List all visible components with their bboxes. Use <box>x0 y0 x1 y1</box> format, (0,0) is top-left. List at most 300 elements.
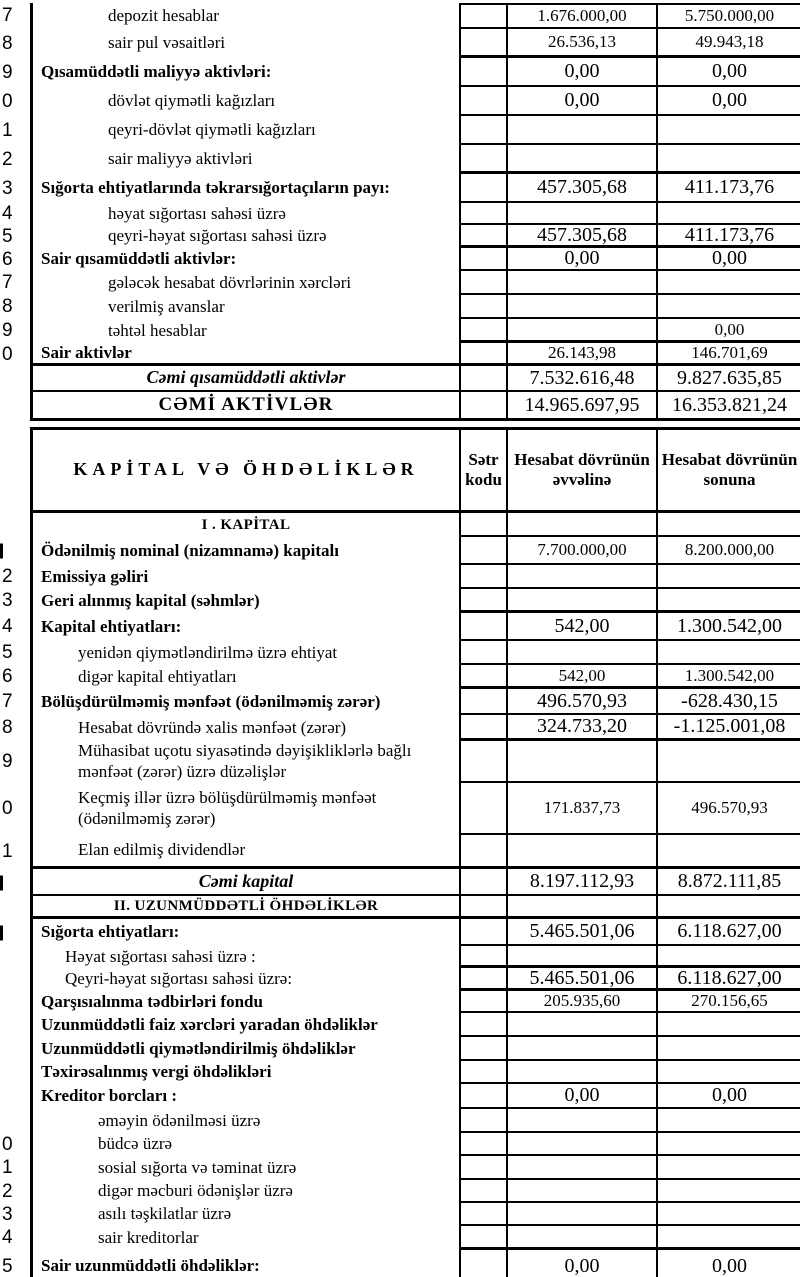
line-code-cell <box>461 665 508 689</box>
row-label: Kreditor borcları : <box>41 1086 177 1106</box>
period-end-value-cell <box>658 919 800 946</box>
row-label: Sair aktivlər <box>41 342 132 362</box>
period-start-value-cell <box>508 3 658 29</box>
table-row <box>2 3 800 29</box>
row-number: 2 <box>2 148 13 170</box>
row-label-cell <box>33 392 461 418</box>
period-start-value: 0,00 <box>564 89 600 111</box>
period-start-value-cell <box>508 366 658 392</box>
period-end-value-cell <box>658 225 800 248</box>
period-start-value-cell <box>508 565 658 589</box>
row-label-cell <box>33 589 461 613</box>
line-code-cell <box>461 589 508 613</box>
period-start-value-cell <box>508 29 658 58</box>
period-end-value-cell <box>658 565 800 589</box>
period-start-value-cell <box>508 715 658 741</box>
period-end-value-cell <box>658 896 800 919</box>
line-code-cell <box>461 1250 508 1277</box>
period-start-value: 0,00 <box>564 247 600 269</box>
row-label: dövlət qiymətli kağızları <box>108 91 276 111</box>
period-end-value-cell <box>658 968 800 991</box>
period-end-value-cell <box>658 715 800 741</box>
period-start-value-cell <box>508 203 658 225</box>
row-label-cell <box>33 968 461 991</box>
period-start-value-cell <box>508 392 658 418</box>
line-code-cell <box>461 248 508 271</box>
period-start-value: 0,00 <box>564 60 600 82</box>
row-label-cell <box>33 741 461 783</box>
line-code-cell <box>461 715 508 741</box>
line-code-cell <box>461 58 508 87</box>
row-label-cell <box>33 689 461 715</box>
period-start-value: 0,00 <box>564 1084 600 1106</box>
table-row <box>2 665 800 689</box>
period-end-value: 16.353.821,24 <box>672 393 787 416</box>
period-start-value: 0,00 <box>564 1255 600 1277</box>
line-code-cell <box>461 689 508 715</box>
period-end-value-cell <box>658 1226 800 1250</box>
period-start-value-cell <box>508 271 658 295</box>
row-label: sair maliyyə aktivləri <box>108 149 253 169</box>
row-label-cell <box>33 1013 461 1037</box>
row-label-cell <box>33 58 461 87</box>
row-label-cell <box>33 665 461 689</box>
table-row <box>33 968 800 991</box>
period-end-value: -628.430,15 <box>681 689 778 712</box>
table-row <box>33 1084 800 1109</box>
period-end-value-cell <box>658 366 800 392</box>
row-label: Ödənilmiş nominal (nizamnamə) kapitalı <box>41 540 339 560</box>
row-label-cell <box>33 896 461 919</box>
table-row <box>2 613 800 641</box>
column-header-line-code: Sətr kodu <box>461 430 508 510</box>
row-number: 3 <box>2 177 13 199</box>
row-label: Cəmi kapital <box>198 870 294 891</box>
row-label: asılı təşkilatlar üzrə <box>98 1204 232 1224</box>
period-start-value-cell <box>508 1250 658 1277</box>
table-row <box>2 342 800 366</box>
line-code-cell <box>461 641 508 665</box>
row-label-cell <box>33 271 461 295</box>
period-end-value: 1.300.542,00 <box>684 665 775 685</box>
row-label: Kapital ehtiyatları: <box>41 616 182 636</box>
period-end-value-cell <box>658 869 800 896</box>
period-start-value-cell <box>508 991 658 1013</box>
line-code-cell <box>461 946 508 968</box>
line-code-cell <box>461 991 508 1013</box>
period-start-value-cell <box>508 319 658 343</box>
table-row <box>33 537 800 565</box>
row-label: Qarşısıalınma tədbirləri fondu <box>41 991 263 1011</box>
row-label-cell <box>33 174 461 203</box>
period-end-value-cell <box>658 87 800 116</box>
row-number: 9 <box>2 320 13 341</box>
period-end-value-cell <box>658 248 800 271</box>
row-label-cell <box>33 87 461 116</box>
period-end-value: 0,00 <box>714 319 745 339</box>
period-end-value: 8.200.000,00 <box>684 540 775 559</box>
row-label-cell <box>33 1037 461 1061</box>
row-label-cell <box>33 248 461 271</box>
row-number: 4 <box>2 616 13 637</box>
row-label-cell <box>33 145 461 174</box>
table-row <box>2 247 800 271</box>
table-row <box>33 1109 800 1133</box>
line-code-cell <box>461 1203 508 1226</box>
period-start-value-cell <box>508 741 658 783</box>
period-end-value-cell <box>658 641 800 665</box>
period-start-value-cell <box>508 1133 658 1156</box>
row-number: 5 <box>2 642 13 663</box>
row-label: Qeyri-həyat sığortası sahəsi üzrə: <box>65 969 293 989</box>
row-number: 0 <box>2 343 13 365</box>
table-row <box>2 589 800 613</box>
table-row <box>2 319 800 343</box>
row-label: digər məcburi ödənişlər üzrə <box>98 1181 293 1201</box>
period-start-value-cell <box>508 869 658 896</box>
period-end-value-cell <box>658 1133 800 1156</box>
period-start-value-cell <box>508 689 658 715</box>
row-label: I . KAPİTAL <box>201 516 291 533</box>
period-start-value-cell <box>508 1084 658 1109</box>
period-start-value: 7.532.616,48 <box>529 366 635 389</box>
row-label-cell <box>33 1250 461 1277</box>
period-start-value-cell <box>508 87 658 116</box>
row-label: Uzunmüddətli faiz xərcləri yaradan öhdəliklər <box>41 1014 378 1034</box>
table-row <box>2 1226 800 1250</box>
period-end-value: 146.701,69 <box>691 343 768 362</box>
period-end-value-cell <box>658 513 800 537</box>
period-end-value-cell <box>658 741 800 783</box>
period-end-value-cell <box>658 613 800 641</box>
period-start-value: 8.197.112,93 <box>529 870 635 892</box>
row-label: həyat sığortası sahəsi üzrə <box>108 203 286 223</box>
period-end-value-cell <box>658 1156 800 1180</box>
row-number: 3 <box>2 1203 13 1225</box>
row-label: təhtəl hesablar <box>108 320 207 340</box>
period-end-value-cell <box>658 689 800 715</box>
period-start-value: 324.733,20 <box>537 715 627 737</box>
row-number: 2 <box>2 1180 13 1202</box>
period-end-value: 1.300.542,00 <box>677 614 782 637</box>
line-code-cell <box>461 343 508 366</box>
line-code-cell <box>461 565 508 589</box>
table-row <box>2 1133 800 1156</box>
row-label: Hesabat dövründə xalis mənfəət (zərər) <box>78 717 347 737</box>
line-code-cell <box>461 513 508 537</box>
period-end-value-cell <box>658 174 800 203</box>
row-number: 1 <box>2 1157 13 1178</box>
period-end-value-cell <box>658 145 800 174</box>
table-row <box>2 174 800 203</box>
column-header-title: KAPİTAL VƏ ÖHDƏLİKLƏR <box>73 459 419 480</box>
period-end-value-cell <box>658 343 800 366</box>
period-end-value-cell <box>658 783 800 835</box>
period-end-value-cell <box>658 1203 800 1226</box>
line-code-cell <box>461 319 508 343</box>
line-code-cell <box>461 1084 508 1109</box>
row-label: yenidən qiymətləndirilmə üzrə ehtiyat <box>78 642 338 662</box>
line-code-cell <box>461 896 508 919</box>
row-label: sosial sığorta və təminat üzrə <box>98 1157 297 1177</box>
row-number: 7 <box>2 272 13 293</box>
period-start-value-cell <box>508 946 658 968</box>
row-number: 8 <box>2 717 13 738</box>
period-end-value-cell <box>658 1084 800 1109</box>
period-start-value: 5.465.501,06 <box>529 966 635 989</box>
row-number: 6 <box>2 248 13 270</box>
line-code-cell <box>461 1180 508 1203</box>
period-start-value-cell <box>508 613 658 641</box>
row-label: büdcə üzrə <box>98 1134 173 1154</box>
row-label-cell <box>33 29 461 58</box>
period-end-value-cell <box>658 203 800 225</box>
table-row <box>2 145 800 174</box>
period-start-value-cell <box>508 1203 658 1226</box>
period-start-value-cell <box>508 174 658 203</box>
period-end-value: 5.750.000,00 <box>684 6 775 25</box>
row-label: qeyri-dövlət qiymətli kağızları <box>108 120 316 140</box>
line-code-cell <box>461 741 508 783</box>
row-label: depozit hesablar <box>108 5 219 25</box>
row-label: Sığorta ehtiyatlarında təkrarsığortaçıların payı: <box>41 178 390 198</box>
period-end-value-cell <box>658 295 800 319</box>
period-end-value-cell <box>658 29 800 58</box>
row-number: 4 <box>2 203 13 224</box>
period-end-value-cell <box>658 665 800 689</box>
table-row <box>2 223 800 248</box>
row-number: 8 <box>2 296 13 317</box>
table-row <box>2 565 800 589</box>
line-code-cell <box>461 366 508 392</box>
row-label-cell <box>33 513 461 537</box>
table-row <box>2 835 800 869</box>
line-code-cell <box>461 392 508 418</box>
table-row <box>2 116 800 145</box>
period-start-value-cell <box>508 589 658 613</box>
table-row <box>33 1013 800 1037</box>
row-label-cell <box>33 1061 461 1084</box>
row-label-cell <box>33 1203 461 1226</box>
column-header-period-end: Hesabat dövrünün sonuna <box>661 449 798 489</box>
table-header-row <box>33 430 800 513</box>
row-label: əməyin ödənilməsi üzrə <box>98 1110 261 1130</box>
period-end-value-cell <box>658 116 800 145</box>
period-end-value-cell <box>658 392 800 418</box>
column-header-capital-liabilities <box>33 430 461 510</box>
row-label: Elan edilmiş dividendlər <box>78 840 246 860</box>
period-start-value-cell <box>508 783 658 835</box>
period-end-value-cell <box>658 319 800 343</box>
period-start-value: 205.935,60 <box>543 991 621 1010</box>
row-label-cell <box>33 537 461 565</box>
period-start-value-cell <box>508 968 658 991</box>
line-code-cell <box>461 271 508 295</box>
row-label-cell <box>33 343 461 366</box>
row-label: Təxirəsalınmış vergi öhdəlikləri <box>41 1062 272 1082</box>
table-row <box>2 715 800 741</box>
line-code-cell <box>461 1037 508 1061</box>
period-start-value-cell <box>508 1061 658 1084</box>
row-label: sair kreditorlar <box>98 1227 199 1247</box>
line-code-cell <box>461 537 508 565</box>
table-row <box>2 271 800 295</box>
row-label-cell <box>33 565 461 589</box>
table-row <box>33 1061 800 1084</box>
table-row <box>2 641 800 665</box>
row-label-cell <box>33 869 461 896</box>
period-start-value-cell <box>508 513 658 537</box>
row-label-cell <box>33 1109 461 1133</box>
period-start-value: 26.143,98 <box>548 343 616 362</box>
row-number: 7 <box>2 5 13 26</box>
period-end-value: 0,00 <box>712 247 747 269</box>
line-code-cell <box>461 1109 508 1133</box>
row-number: 8 <box>2 32 13 54</box>
row-number-partial <box>0 544 3 559</box>
table-row <box>2 29 800 58</box>
row-number: 0 <box>2 90 13 112</box>
period-end-value: 0,00 <box>712 60 747 82</box>
row-label: Geri alınmış kapital (səhmlər) <box>41 590 260 610</box>
table-row <box>33 919 800 946</box>
table-row <box>2 1203 800 1226</box>
period-start-value-cell <box>508 641 658 665</box>
table-row <box>2 87 800 116</box>
table-row <box>33 1037 800 1061</box>
period-start-value: 457.305,68 <box>537 223 627 246</box>
period-start-value: 14.965.697,95 <box>524 393 640 416</box>
row-label-cell <box>33 835 461 869</box>
period-end-value-cell <box>658 1061 800 1084</box>
row-label: II. UZUNMÜDDƏTLİ ÖHDƏLİKLƏR <box>113 897 379 914</box>
row-label-cell <box>33 366 461 392</box>
row-label-cell <box>33 641 461 665</box>
period-start-value-cell <box>508 1037 658 1061</box>
row-label: Sair uzunmüddətli öhdəliklər: <box>41 1256 260 1276</box>
row-number: 0 <box>2 1133 13 1155</box>
period-end-value: 411.173,76 <box>684 223 775 246</box>
row-number: 3 <box>2 590 13 611</box>
period-end-value: 9.827.635,85 <box>677 366 782 389</box>
period-start-value-cell <box>508 1109 658 1133</box>
line-code-cell <box>461 613 508 641</box>
row-label: verilmiş avanslar <box>108 296 225 316</box>
period-start-value: 496.570,93 <box>537 689 627 712</box>
period-end-value-cell <box>658 1037 800 1061</box>
table-row <box>2 741 800 783</box>
row-label-cell <box>33 225 461 248</box>
table-row <box>2 1250 800 1277</box>
period-start-value: 7.700.000,00 <box>537 540 627 559</box>
row-label-cell <box>33 203 461 225</box>
row-label-line2: (ödənilməmiş zərər) <box>78 809 216 828</box>
table-row <box>2 1180 800 1203</box>
row-label: Emissiya gəliri <box>41 566 149 586</box>
line-code-cell <box>461 87 508 116</box>
period-start-value: 5.465.501,06 <box>529 920 635 942</box>
row-number: 9 <box>2 751 13 772</box>
line-code-cell <box>461 295 508 319</box>
table-row <box>33 896 800 919</box>
period-end-value-cell <box>658 1109 800 1133</box>
row-number: 5 <box>2 225 13 247</box>
period-end-value-cell <box>658 835 800 869</box>
line-code-cell <box>461 1226 508 1250</box>
row-label: sair pul vəsaitləri <box>108 33 226 53</box>
row-label-cell <box>33 783 461 835</box>
period-end-value: 6.118.627,00 <box>677 966 782 989</box>
row-label: gələcək hesabat dövrlərinin xərcləri <box>108 272 352 292</box>
period-start-value-cell <box>508 835 658 869</box>
row-label: Keçmiş illər üzrə bölüşdürülməmiş mənfəət <box>78 788 377 808</box>
period-start-value: 457.305,68 <box>537 176 627 198</box>
table-row <box>2 58 800 87</box>
row-label-cell <box>33 116 461 145</box>
period-end-value-cell <box>658 589 800 613</box>
column-header-period-start: Hesabat dövrünün əvvəlinə <box>508 430 658 510</box>
row-label-cell <box>33 1180 461 1203</box>
row-label-cell <box>33 1226 461 1250</box>
line-code-cell <box>461 1133 508 1156</box>
line-code-cell <box>461 203 508 225</box>
period-end-value-cell <box>658 1013 800 1037</box>
row-label-cell <box>33 613 461 641</box>
row-label: Həyat sığortası sahəsi üzrə : <box>65 946 256 966</box>
period-start-value-cell <box>508 1226 658 1250</box>
line-code-cell <box>461 869 508 896</box>
period-end-value-cell <box>658 991 800 1013</box>
period-end-value-cell <box>658 1250 800 1277</box>
period-end-value: 0,00 <box>712 89 747 111</box>
period-start-value-cell <box>508 896 658 919</box>
period-start-value: 542,00 <box>558 665 606 685</box>
table-row <box>2 295 800 319</box>
row-number: 1 <box>2 841 13 862</box>
period-end-value: 8.872.111,85 <box>677 870 782 892</box>
period-start-value-cell <box>508 1013 658 1037</box>
period-start-value: 1.676.000,00 <box>537 6 627 25</box>
row-number: 1 <box>2 119 13 141</box>
table-row <box>2 689 800 715</box>
capital-and-liabilities-table <box>2 427 800 1277</box>
period-end-value-cell <box>658 1180 800 1203</box>
period-end-value: 270.156,65 <box>691 991 768 1010</box>
period-start-value-cell <box>508 1180 658 1203</box>
period-end-value-cell <box>658 537 800 565</box>
table-row <box>2 783 800 835</box>
line-code-cell <box>461 116 508 145</box>
period-end-value-cell <box>658 58 800 87</box>
row-number-partial <box>0 875 3 890</box>
period-end-value-cell <box>658 271 800 295</box>
row-number: 7 <box>2 691 13 712</box>
period-start-value-cell <box>508 1156 658 1180</box>
line-code-cell <box>461 783 508 835</box>
period-end-value: 0,00 <box>712 1084 747 1106</box>
row-label: digər kapital ehtiyatları <box>78 666 237 686</box>
row-label-cell <box>33 919 461 946</box>
line-code-cell <box>461 225 508 248</box>
period-start-value-cell <box>508 343 658 366</box>
row-label-cell <box>33 1156 461 1180</box>
row-number-partial <box>0 925 3 940</box>
period-start-value-cell <box>508 145 658 174</box>
table-row <box>33 946 800 968</box>
period-start-value-cell <box>508 665 658 689</box>
row-label-cell <box>33 991 461 1013</box>
period-end-value: -1.125.001,08 <box>673 715 786 737</box>
